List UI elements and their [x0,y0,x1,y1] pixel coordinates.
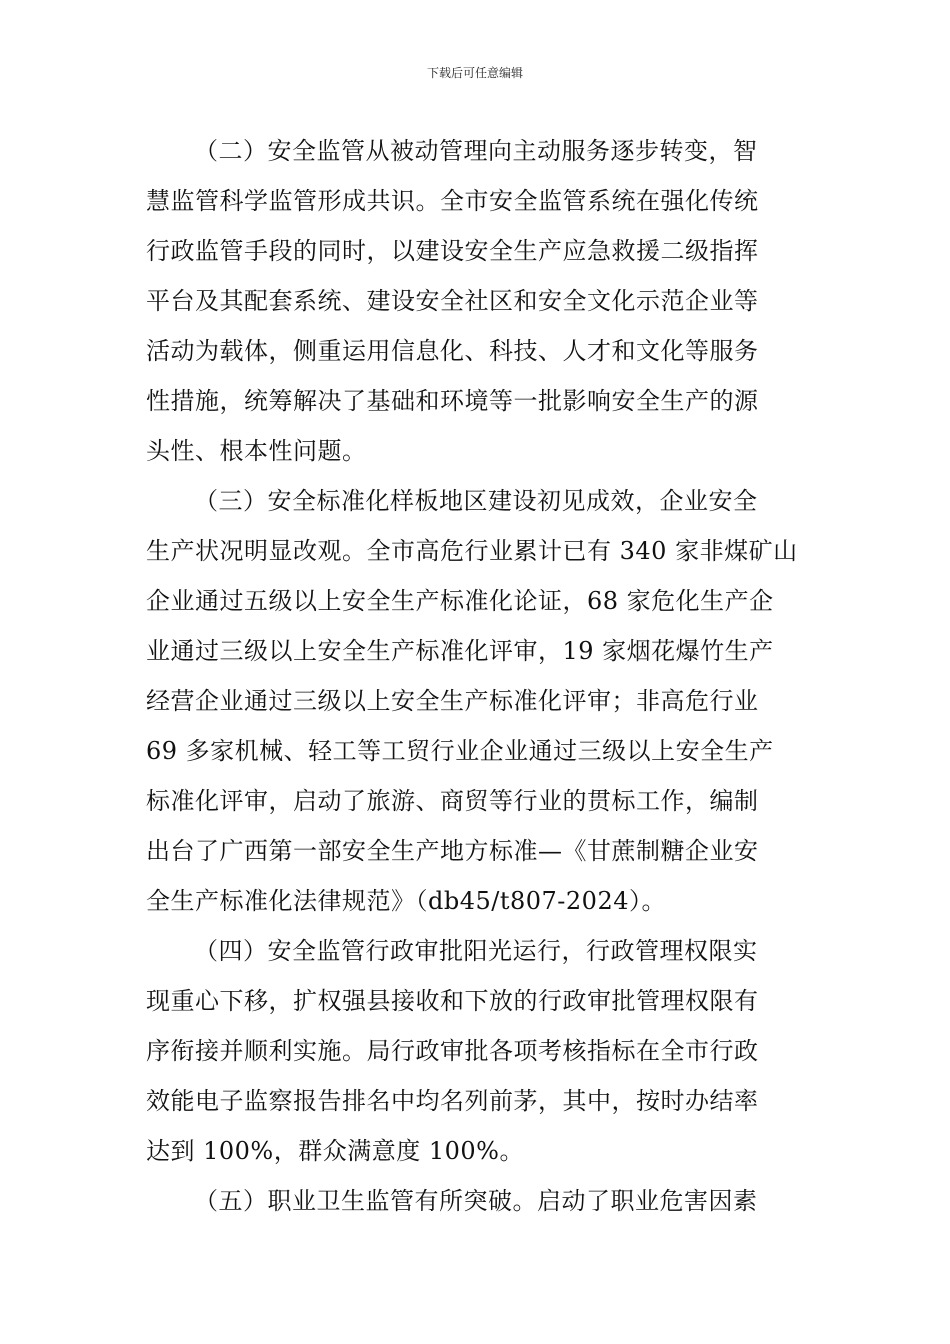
text-line: 企业通过五级以上安全生产标准化论证，68 家危化生产企 [146,587,774,615]
text-line: （三）安全标准化样板地区建设初见成效，企业安全 [194,487,758,515]
text-line: 慧监管科学监管形成共识。全市安全监管系统在强化传统 [146,187,759,215]
text-line: 经营企业通过三级以上安全生产标准化评审；非高危行业 [146,687,759,715]
text-line: 序衔接并顺利实施。局行政审批各项考核指标在全市行政 [146,1037,759,1065]
text-line: 现重心下移，扩权强县接收和下放的行政审批管理权限有 [146,987,759,1015]
text-line: 活动为载体，侧重运用信息化、科技、人才和文化等服务 [146,337,759,365]
text-line: 业通过三级以上安全生产标准化评审，19 家烟花爆竹生产 [146,637,774,665]
text-line: （四）安全监管行政审批阳光运行，行政管理权限实 [194,937,758,965]
text-line: 全生产标准化法律规范》（db45/t807-2024）。 [146,887,666,915]
text-line: （二）安全监管从被动管理向主动服务逐步转变，智 [194,137,758,165]
text-line: 标准化评审，启动了旅游、商贸等行业的贯标工作，编制 [146,787,759,815]
text-line: 头性、根本性问题。 [146,437,367,465]
text-line: 行政监管手段的同时，以建设安全生产应急救援二级指挥 [146,237,759,265]
paragraph-2 [146,126,804,476]
text-line: 69 多家机械、轻工等工贸行业企业通过三级以上安全生产 [146,737,774,765]
text-line: 生产状况明显改观。全市高危行业累计已有 340 家非煤矿山 [146,537,798,565]
text-line: 性措施，统筹解决了基础和环境等一批影响安全生产的源 [146,387,759,415]
paragraph-3 [146,476,804,926]
text-line: （五）职业卫生监管有所突破。启动了职业危害因素 [194,1187,758,1215]
paragraph-4 [146,926,804,1176]
text-line: 达到 100%，群众满意度 100%。 [146,1137,524,1165]
document-body [146,126,804,1226]
text-line: 平台及其配套系统、建设安全社区和安全文化示范企业等 [146,287,759,315]
text-line: 效能电子监察报告排名中均名列前茅，其中，按时办结率 [146,1087,759,1115]
page-header: 下载后可任意编辑 [426,66,523,80]
paragraph-5 [146,1176,804,1226]
text-line: 出台了广西第一部安全生产地方标准—《甘蔗制糖企业安 [146,837,759,865]
